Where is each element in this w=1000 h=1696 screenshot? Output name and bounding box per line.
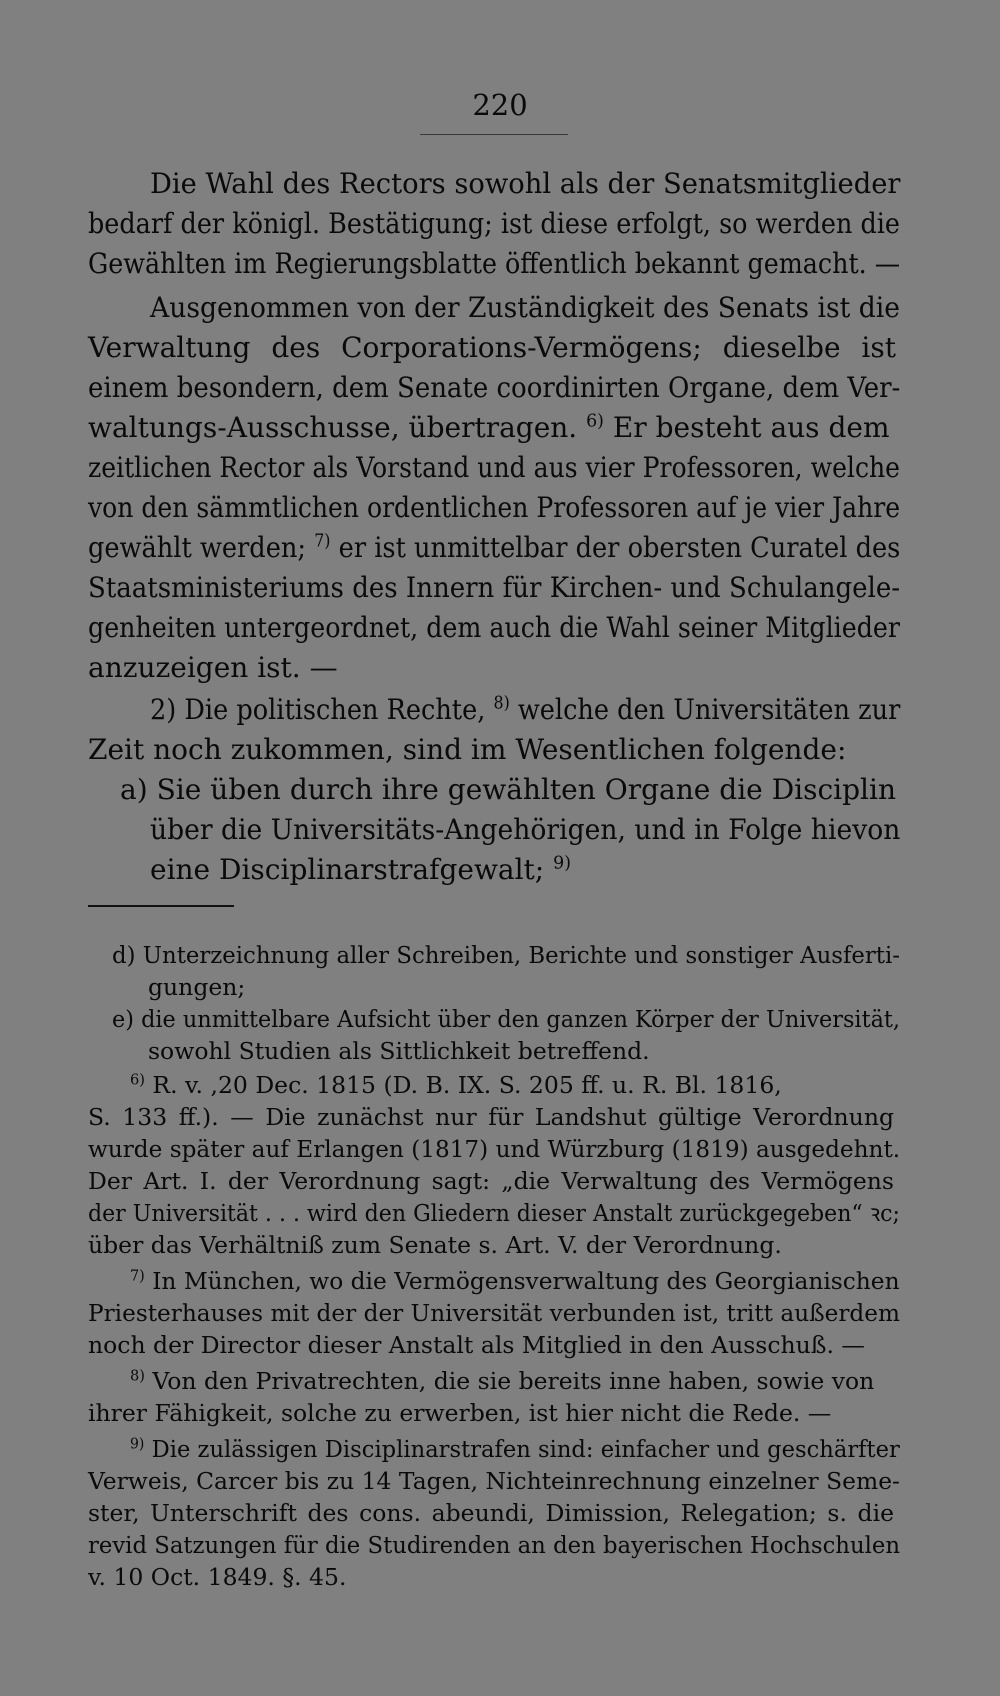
footnote-line: d) Unterzeichnung aller Schreiben, Berichte und sonstiger Ausferti- xyxy=(112,941,900,969)
footnote-line: Verweis, Carcer bis zu 14 Tagen, Nichteinrechnung einzelner Seme- xyxy=(88,1467,900,1495)
footnote-ref: 9) xyxy=(553,853,571,874)
footnote-line: gungen; xyxy=(148,973,246,1001)
body-line: a) Sie üben durch ihre gewählten Organe die Disciplin xyxy=(120,773,896,806)
body-line: Die Wahl des Rectors sowohl als der Senatsmitglieder xyxy=(150,167,901,200)
footnote-line: $^{7)}$ In München, wo die Vermögensverwaltung des Georgianischen xyxy=(130,1267,900,1295)
footnote-separator xyxy=(88,905,234,907)
footnote-line: Priesterhauses mit der der Universität verbunden ist, tritt außerdem xyxy=(88,1299,900,1327)
footnote-line: ster, Unterschrift des cons. abeundi, Dimission, Relegation; s. die xyxy=(88,1499,894,1527)
footnote-line: ihrer Fähigkeit, solche zu erwerben, ist hier nicht die Rede. — xyxy=(88,1399,832,1427)
body-line: waltungs-Ausschusse, übertragen. $^{6)}$ Er besteht aus dem xyxy=(88,411,890,444)
footnote-marker: 7) xyxy=(130,1267,145,1285)
footnote-marker: 9) xyxy=(130,1435,145,1453)
body-line: genheiten untergeordnet, dem auch die Wahl seiner Mitglieder xyxy=(88,611,900,644)
body-line: anzuzeigen ist. — xyxy=(88,651,338,684)
footnote-line: revid Satzungen für die Studirenden an den bayerischen Hochschulen xyxy=(88,1531,900,1559)
body-line: 2) Die politischen Rechte, $^{8)}$ welche den Universitäten zur xyxy=(150,693,901,726)
footnote-line: $^{9)}$ Die zulässigen Disciplinarstrafen sind: einfacher und geschärfter xyxy=(130,1435,900,1463)
body-line: Staatsministeriums des Innern für Kirchen- und Schulangele- xyxy=(88,571,901,604)
body-line: Gewählten im Regierungsblatte öffentlich bekannt gemacht. — xyxy=(88,247,901,280)
footnote-line: über das Verhältniß zum Senate s. Art. V. der Verordnung. xyxy=(88,1231,782,1259)
footnote-ref: 6) xyxy=(586,411,604,432)
footnote-line: noch der Director dieser Anstalt als Mitglied in den Ausschuß. — xyxy=(88,1331,865,1359)
footnote-line: sowohl Studien als Sittlichkeit betreffend. xyxy=(148,1037,650,1065)
body-line: über die Universitäts-Angehörigen, und in Folge hievon xyxy=(150,813,901,846)
footnote-marker: 8) xyxy=(130,1367,145,1385)
body-line: gewählt werden; $^{7)}$ er ist unmittelbar der obersten Curatel des xyxy=(88,531,901,564)
footnote-line: $^{8)}$ Von den Privatrechten, die sie bereits inne haben, sowie von xyxy=(130,1367,875,1395)
footnote-line: v. 10 Oct. 1849. §. 45. xyxy=(88,1563,347,1591)
footnote-line: wurde später auf Erlangen (1817) und Würzburg (1819) ausgedehnt. xyxy=(88,1135,901,1163)
footnote-line: $^{6)}$ R. v. ,20 Dec. 1815 (D. B. IX. S. 205 ff. u. R. Bl. 1816, xyxy=(130,1071,782,1099)
footnote-line: S. 133 ff.). — Die zunächst nur für Landshut gültige Verordnung xyxy=(88,1103,894,1131)
body-line: eine Disciplinarstrafgewalt; $^{9)}$ xyxy=(150,853,571,886)
header-rule xyxy=(420,134,568,135)
body-line: Zeit noch zukommen, sind im Wesentlichen folgende: xyxy=(88,733,847,766)
body-line: zeitlichen Rector als Vorstand und aus vier Professoren, welche xyxy=(88,451,901,484)
footnote-ref: 7) xyxy=(314,531,331,552)
footnote-marker: 6) xyxy=(130,1071,145,1089)
body-line: von den sämmtlichen ordentlichen Professoren auf je vier Jahre xyxy=(88,491,901,524)
footnote-line: Der Art. I. der Verordnung sagt: „die Verwaltung des Vermögens xyxy=(88,1167,894,1195)
body-line: Verwaltung des Corporations-Vermögens; dieselbe ist xyxy=(88,331,896,364)
footnote-ref: 8) xyxy=(493,693,510,714)
footnote-line: e) die unmittelbare Aufsicht über den ganzen Körper der Universität, xyxy=(112,1005,901,1033)
page-number: 220 xyxy=(472,88,528,122)
body-line: Ausgenommen von der Zuständigkeit des Senats ist die xyxy=(150,291,901,324)
body-line: bedarf der königl. Bestätigung; ist diese erfolgt, so werden die xyxy=(88,207,901,240)
body-line: einem besondern, dem Senate coordinirten Organe, dem Ver- xyxy=(88,371,901,404)
footnote-line: der Universität . . . wird den Gliedern dieser Anstalt zurückgegeben“ ꝛc; xyxy=(88,1199,900,1227)
